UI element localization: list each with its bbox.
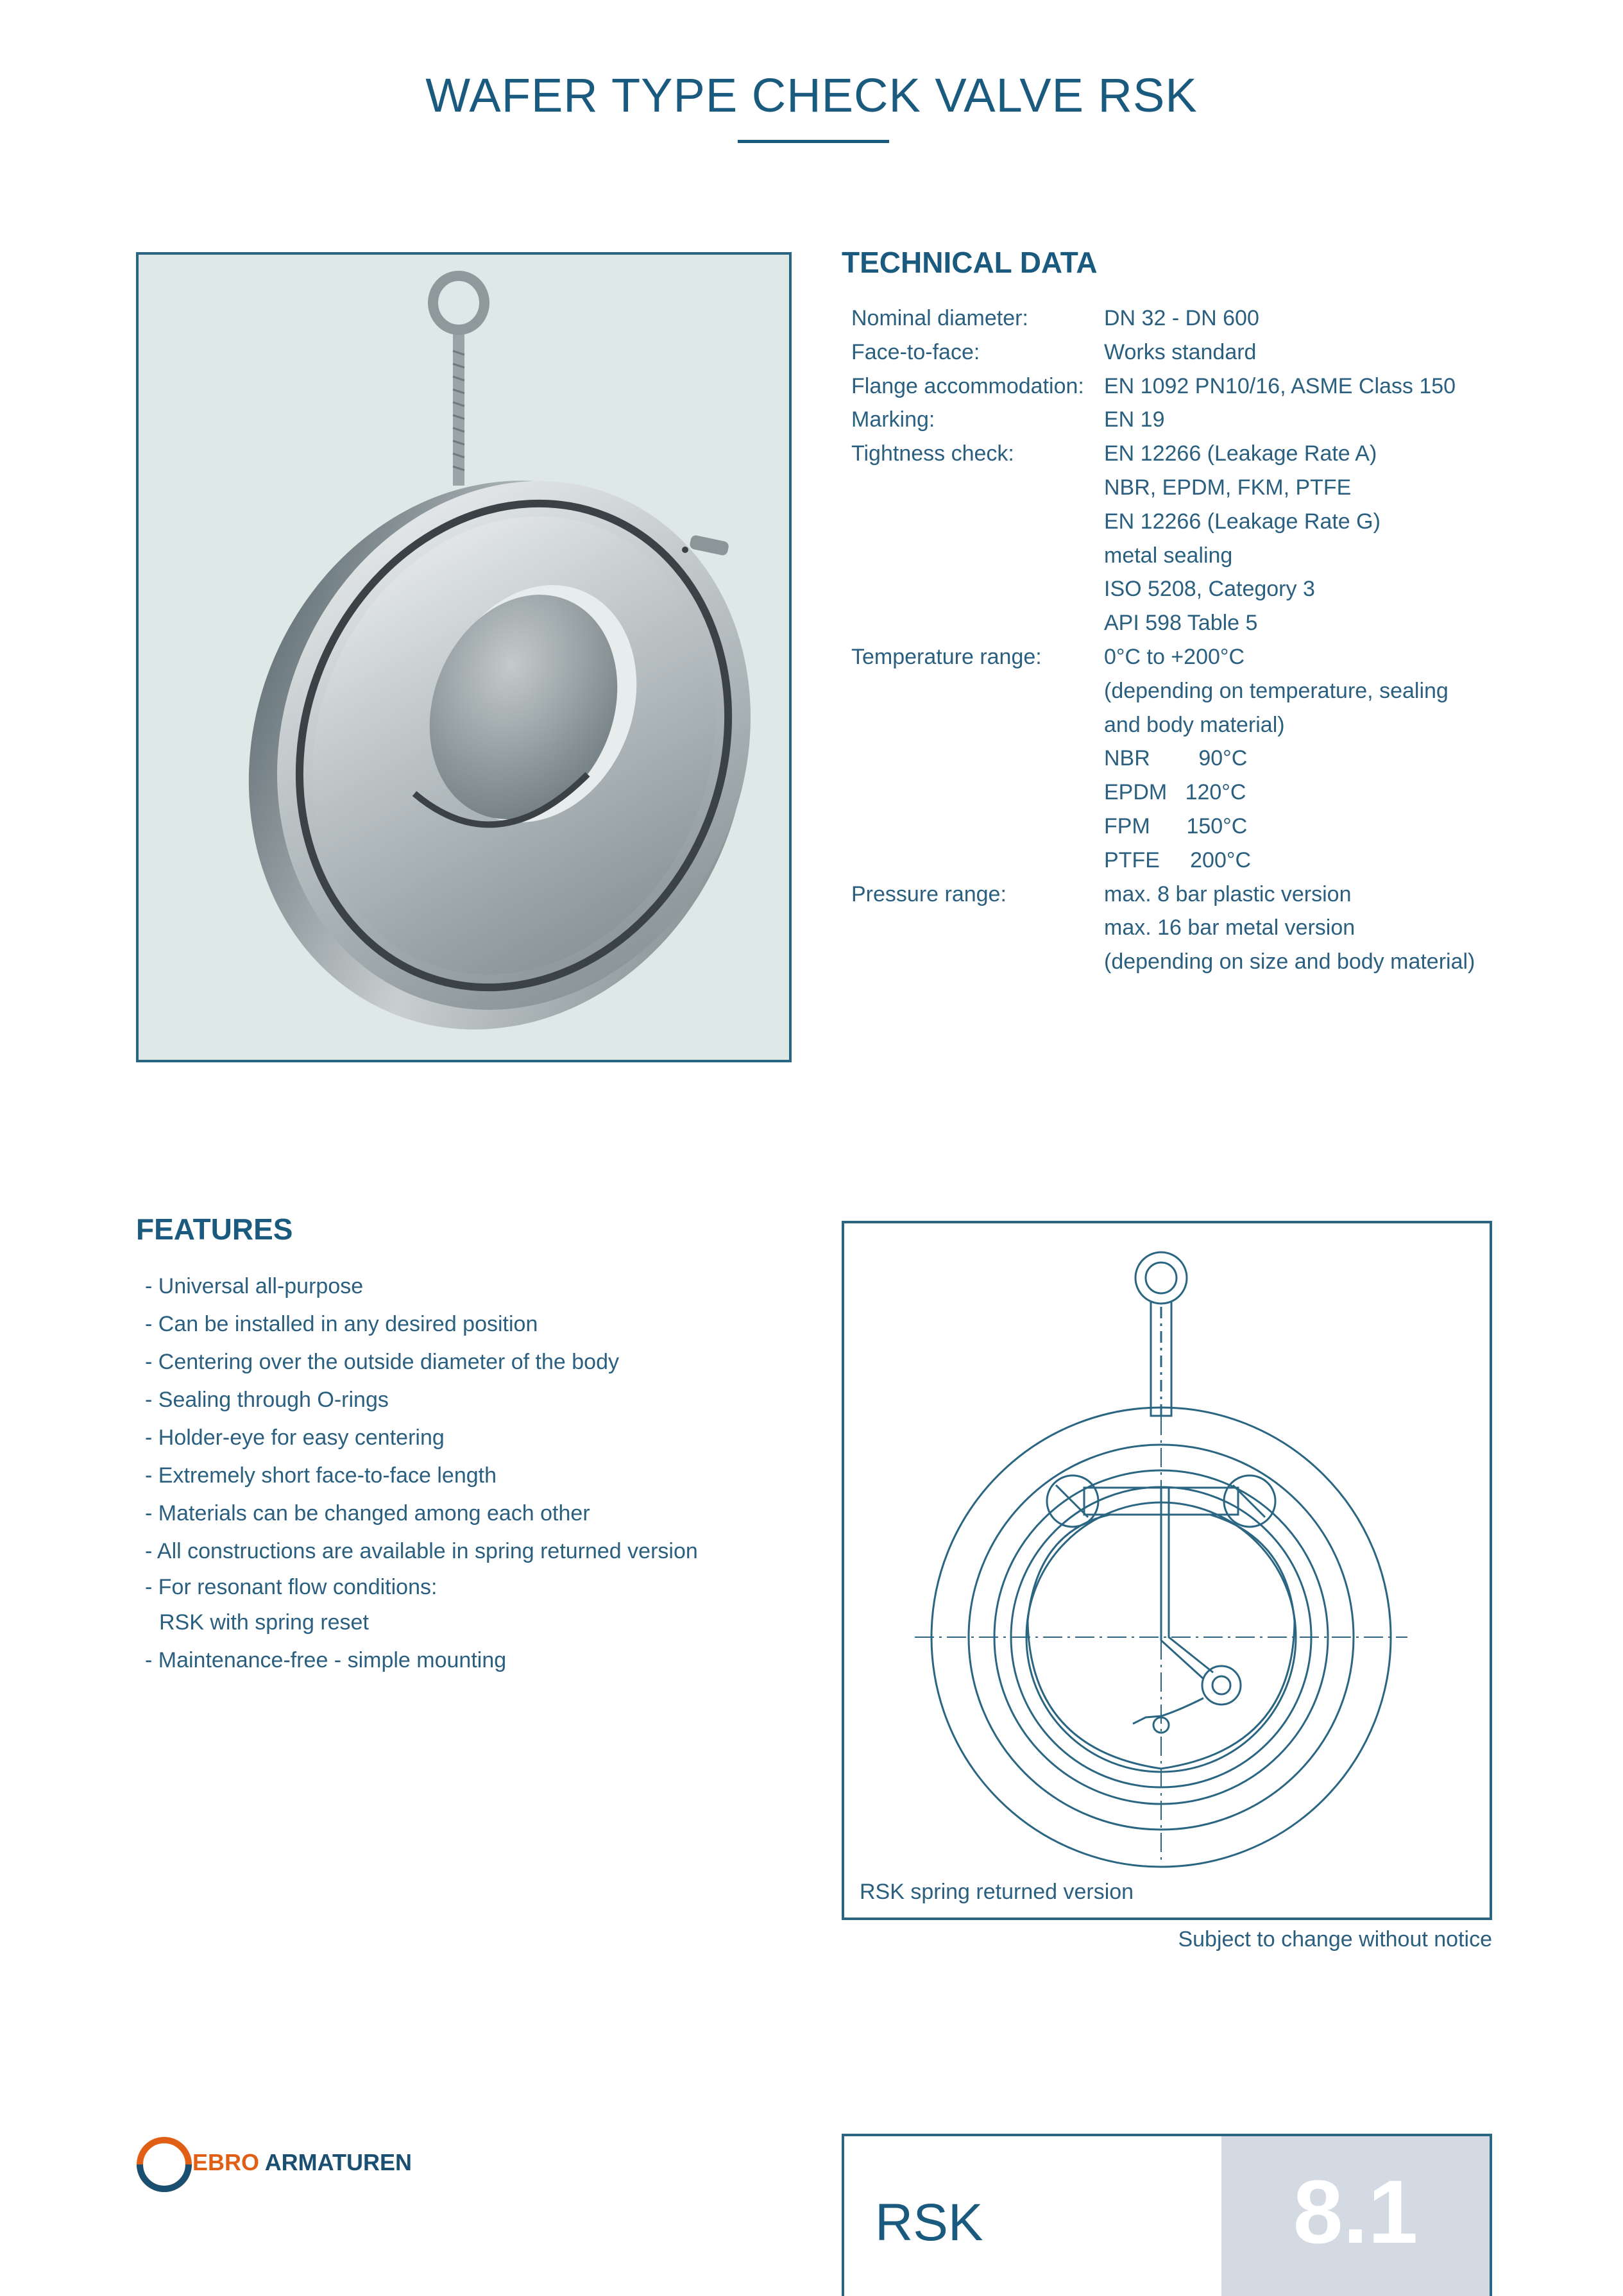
- tech-value: API 598 Table 5: [1104, 611, 1258, 636]
- logo-brand: EBRO: [192, 2149, 260, 2175]
- logo-text: [192, 2149, 412, 2176]
- tech-row: [851, 878, 1563, 912]
- product-photo: [136, 252, 792, 1062]
- feature-item: RSK with spring reset: [159, 1610, 369, 1635]
- tech-value: EN 12266 (Leakage Rate G): [1104, 509, 1381, 534]
- tech-row: [851, 403, 1563, 437]
- tech-label: Tightness check:: [851, 441, 1014, 466]
- change-notice: Subject to change without notice: [1178, 1927, 1492, 1952]
- features-list: [145, 1268, 698, 1679]
- tech-row: [851, 336, 1563, 370]
- tech-row: [851, 505, 1563, 539]
- tech-value: NBR 90°C: [1104, 746, 1248, 771]
- tech-value: Works standard: [1104, 339, 1257, 364]
- tech-label: Nominal diameter:: [851, 306, 1028, 330]
- tech-row: [851, 708, 1563, 742]
- tech-label: Flange accommodation:: [851, 373, 1084, 398]
- tech-value: and body material): [1104, 712, 1285, 737]
- tech-value: (depending on temperature, sealing: [1104, 678, 1449, 703]
- product-code: RSK: [875, 2193, 983, 2252]
- technical-data-heading: TECHNICAL DATA: [842, 246, 1098, 279]
- tech-row: [851, 539, 1563, 573]
- tech-row: [851, 911, 1563, 945]
- page-title: WAFER TYPE CHECK VALVE RSK: [425, 69, 1198, 122]
- valve-photo-illustration: [139, 255, 789, 1060]
- feature-item: - All constructions are available in spring returned version: [145, 1539, 698, 1563]
- feature-item: - Maintenance-free - simple mounting: [145, 1648, 507, 1672]
- tech-value: EN 1092 PN10/16, ASME Class 150: [1104, 373, 1456, 398]
- tech-value: EPDM 120°C: [1104, 780, 1246, 805]
- tech-row: [851, 471, 1563, 505]
- title-underline: [738, 140, 889, 143]
- drawing-caption: RSK spring returned version: [860, 1880, 1134, 1904]
- tech-label: Pressure range:: [851, 881, 1007, 906]
- tech-label: Marking:: [851, 407, 935, 432]
- tech-row: [851, 437, 1563, 471]
- tech-label: Temperature range:: [851, 644, 1042, 669]
- tech-value: NBR, EPDM, FKM, PTFE: [1104, 475, 1352, 500]
- ebro-armaturen-logo: [133, 2134, 412, 2204]
- feature-item: - Can be installed in any desired position: [145, 1312, 538, 1336]
- tech-value: FPM 150°C: [1104, 813, 1248, 838]
- feature-item: - Centering over the outside diameter of the body: [145, 1350, 619, 1374]
- features-heading: FEATURES: [136, 1212, 293, 1246]
- tech-row: [851, 572, 1563, 606]
- logo-word: ARMATUREN: [264, 2149, 412, 2175]
- tech-row: [851, 945, 1563, 979]
- tech-row: [851, 844, 1563, 878]
- tech-value: ISO 5208, Category 3: [1104, 577, 1315, 602]
- section-number: 8.1: [1293, 2161, 1418, 2262]
- tech-row: [851, 606, 1563, 640]
- technical-drawing: [842, 1221, 1492, 1920]
- feature-item: - For resonant flow conditions:: [145, 1575, 438, 1599]
- logo-ring-icon: [133, 2134, 198, 2204]
- tech-row: [851, 776, 1563, 810]
- tech-value: max. 16 bar metal version: [1104, 915, 1355, 940]
- tech-row: [851, 742, 1563, 776]
- feature-item: - Holder-eye for easy centering: [145, 1425, 445, 1450]
- tech-row: [851, 640, 1563, 674]
- tech-row: [851, 810, 1563, 844]
- feature-item: - Extremely short face-to-face length: [145, 1463, 497, 1488]
- technical-data-table: [851, 302, 1563, 979]
- tech-value: (depending on size and body material): [1104, 949, 1475, 974]
- feature-item: - Sealing through O-rings: [145, 1388, 389, 1412]
- tech-row: [851, 302, 1563, 336]
- valve-drawing-illustration: [844, 1223, 1490, 1918]
- tech-value: max. 8 bar plastic version: [1104, 881, 1352, 906]
- footer-tab: [842, 2134, 1492, 2296]
- tech-label: Face-to-face:: [851, 339, 980, 364]
- tech-value: EN 12266 (Leakage Rate A): [1104, 441, 1377, 466]
- tech-value: 0°C to +200°C: [1104, 644, 1245, 669]
- tech-value: EN 19: [1104, 407, 1165, 432]
- feature-item: - Materials can be changed among each other: [145, 1501, 590, 1526]
- tech-row: [851, 674, 1563, 708]
- tech-value: DN 32 - DN 600: [1104, 306, 1259, 330]
- tech-value: PTFE 200°C: [1104, 847, 1252, 872]
- feature-item: - Universal all-purpose: [145, 1274, 364, 1298]
- tech-value: metal sealing: [1104, 543, 1233, 568]
- tech-row: [851, 370, 1563, 404]
